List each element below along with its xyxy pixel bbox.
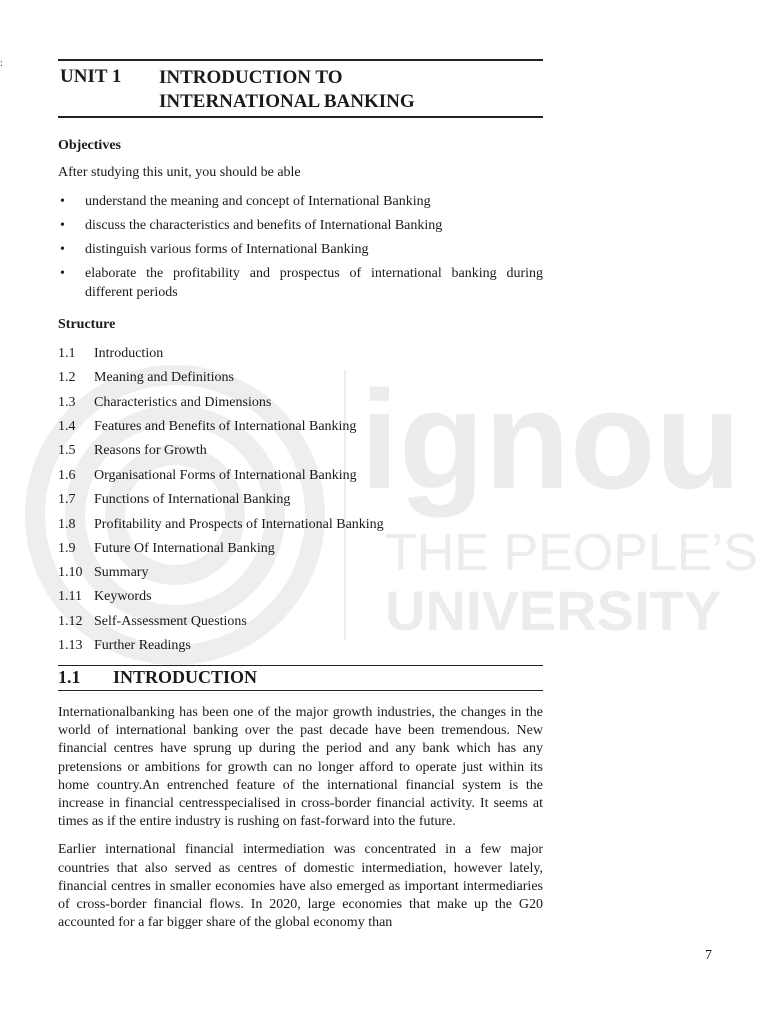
objectives-list [58, 192, 543, 302]
unit-title-line1: INTRODUCTION TO [159, 67, 343, 88]
list-item: • distinguish various forms of International Banking [60, 242, 369, 257]
section-title: INTRODUCTION [113, 667, 258, 687]
unit-title-line2: INTERNATIONAL BANKING [159, 91, 415, 112]
objectives-heading: Objectives [58, 138, 121, 153]
corner-mark: : [0, 58, 3, 69]
unit-header [58, 59, 543, 118]
objectives-section [58, 138, 543, 302]
page-number: 7 [705, 948, 712, 963]
list-item: • understand the meaning and concept of International Banking [60, 194, 431, 209]
paragraph: Earlier international financial intermediation was concentrated in a few major countries that also served as centres of domestic intermediation, however lately, financial centres in smaller economies have also emerged as important intermediaries of cross-border financial flows. In 2020, large economies that make up the G20 accounted for a far bigger share of the global economy than [58, 842, 543, 931]
objectives-intro: After studying this unit, you should be able [58, 165, 301, 180]
unit-number: UNIT 1 [60, 66, 122, 87]
page-content: UNIT 1 INTRODUCTION TO INTERNATIONAL BANKING Objectives After studying this unit, you should be able • understand the meaning and concept of International Banking • discuss the characteristics and benefits of International Banking • distinguish various forms of International Banking • elaborate the profitability and prospectus of international banking during different periods Structure 1.1 Introduction 1.2 Meaning and Definitions 1.3 Characteristics and Dimensions 1.4 Features and Benefits of International Banking 1.5 Reasons for Growth 1.6 Organisational Forms of International Banking 1.7 Functions of International Banking 1.8 Profitability and Prospects of International Banking 1.9 Future Of International Banking 1.10 Summary 1.11 Keywords 1.12 Self-Assessment Questions 1.13 Further Readings 1.1 INTRODUCTION Internationalbanking has been one of the major growth industries, the changes in the world of international banking over the past decade have been tremendous. New financial centres have sprung up during the period and any bank which has any pretensions or ambitions for growth can no longer afford to operate just within its home country.An entrenched feature of the international financial system is the increase in financial centresspecialised in cross-border financial activity. It seems at times as if the entire industry is rushing on fast-forward into the future. Earlier international financial intermediation was concentrated in a few major countries that also served as centres of domestic intermediation, however lately, financial centres in smaller economies have also emerged as important intermediaries of cross-border financial flows. In 2020, large economies that make up the G20 accounted for a far bigger share of the global economy than [58, 59, 543, 118]
section-heading [58, 665, 543, 691]
watermark-line2: UNIVERSITY [385, 579, 722, 642]
section-body [58, 704, 543, 932]
structure-heading: Structure [58, 317, 116, 332]
watermark-brand: ignou [360, 361, 741, 518]
list-item: • discuss the characteristics and benefits of International Banking [60, 218, 443, 233]
section-number: 1.1 [58, 667, 81, 687]
list-item: • elaborate the profitability and prospectus of international banking during different periods [60, 266, 543, 300]
unit-title [159, 66, 539, 114]
paragraph: Internationalbanking has been one of the major growth industries, the changes in the world of international banking over the past decade have been tremendous. New financial centres have sprung up during the period and any bank which has any pretensions or ambitions for growth can no longer afford to operate just within its home country.An entrenched feature of the international financial system is the increase in financial centresspecialised in cross-border financial activity. It seems at times as if the entire industry is rushing on fast-forward into the future. [58, 705, 543, 830]
watermark-line1: THE PEOPLE’S [385, 524, 758, 582]
